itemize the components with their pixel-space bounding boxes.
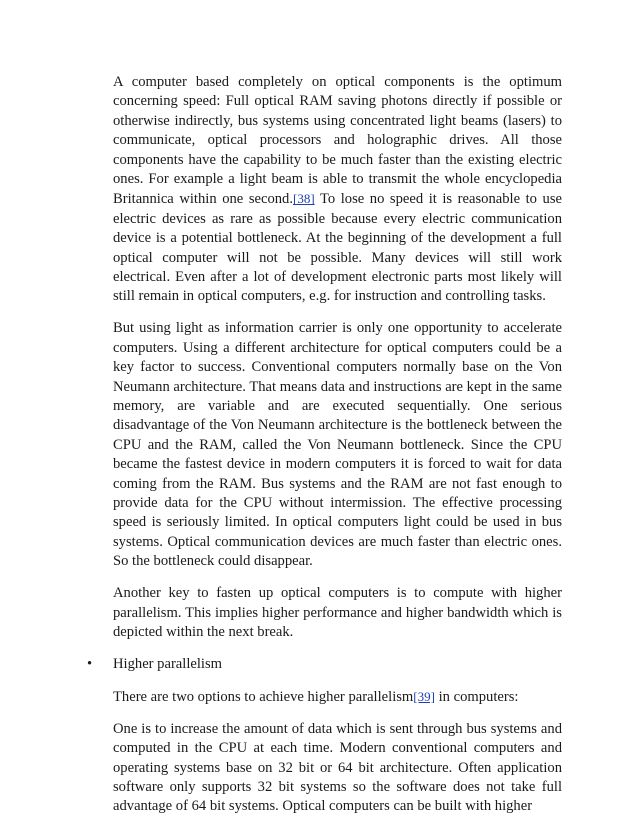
document-page (87, 73, 562, 829)
citation-link-39[interactable]: [39] (413, 688, 435, 704)
paragraph-optical-components (113, 73, 562, 307)
paragraph-two-options (113, 687, 562, 707)
paragraph-parallelism-intro: Another key to fasten up optical computers is to compute with higher parallelism. This implies higher performance and higher bandwidth which is depicted within the next break. (113, 585, 562, 640)
paragraph-text: A computer based completely on optical components is the optimum concerning speed: Full optical RAM saving photons directly if possible or otherwise indirectly, bus systems using concentrated light beams (lasers) to communicate, optical processors and holographic drives. All those components have the capability to be much faster than the existing electric ones. For example a light beam is able to transmit the whole encyclopedia Britannica within one second. (113, 74, 562, 208)
paragraph-text: To lose no speed it is reasonable to use electric devices as rare as possible because every electric communication device is a potential bottleneck. At the beginning of the development a full optical computer will not be possible. Many devices will still work electrical. Even after a lot of development electronic parts most likely will still remain in optical computers, e.g. for instruction and controlling tasks. (113, 191, 562, 305)
bullet-list-item (87, 655, 562, 674)
paragraph-bus-width: One is to increase the amount of data which is sent through bus systems and computed in the CPU at each time. Modern conventional computers and operating systems base on 32 bit or 64 bit architecture. Often application software only supports 32 bit systems so the software does not take full advantage of 64 bit systems. Optical computers can be built with higher (113, 720, 562, 815)
bullet-icon: • (87, 655, 93, 672)
bullet-heading: Higher parallelism (113, 655, 223, 672)
paragraph-von-neumann: But using light as information carrier is only one opportunity to accelerate computers. Using a different architecture for optical computers could be a key factor to success. Conventional computers normally base on the Von Neumann architecture. That means data and instructions are kept in the same memory, are variable and are executed sequentially. One serious disadvantage of the Von Neumann architecture is the bottleneck between the CPU and the RAM, called the Von Neumann bottleneck. Since the CPU became the fastest device in modern computers it is forced to wait for data coming from the RAM. Bus systems and the RAM are not fast enough to provide data for the CPU without intermission. The effective processing speed is seriously limited. In optical computers light could be used in bus systems. Optical communication devices are much faster than electric ones. So the bottleneck could disappear. (113, 320, 562, 570)
paragraph-text: in computers: (434, 688, 519, 705)
paragraph-text: There are two options to achieve higher parallelism (113, 688, 414, 705)
citation-link-38[interactable]: [38] (293, 191, 315, 207)
